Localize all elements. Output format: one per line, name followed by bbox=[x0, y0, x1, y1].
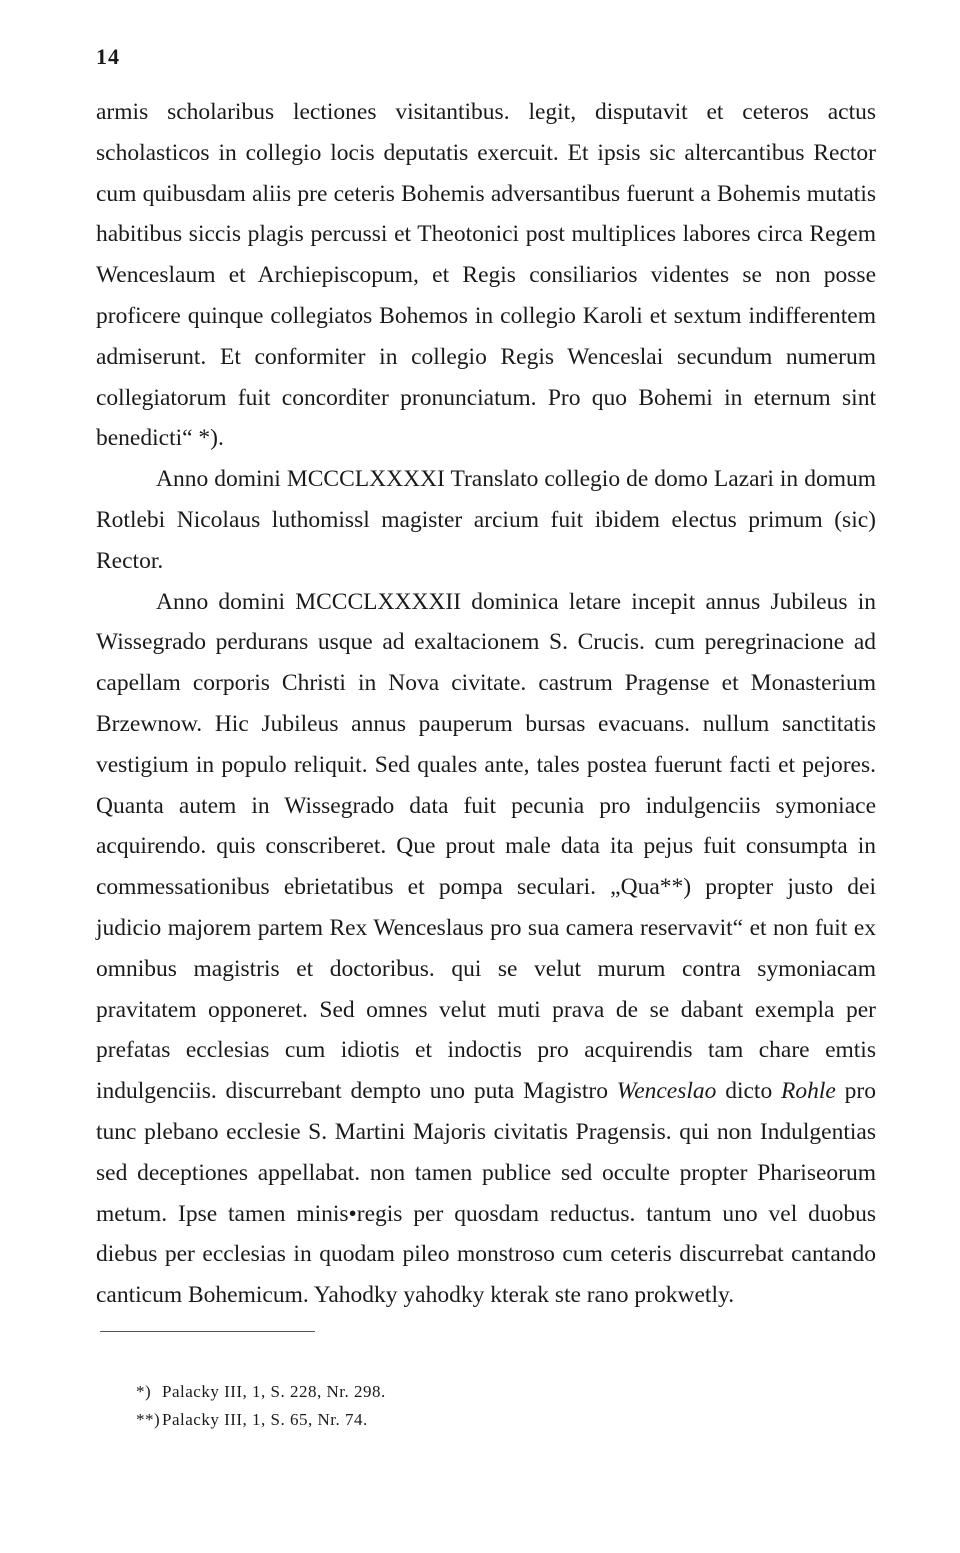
paragraph-3-text-after: pro tunc plebano ecclesie S. Martini Majoris civitatis Pragensis. qui non Indulgentias sed deceptiones appellabat. non tamen publice sed occulte propter Phariseorum metum. Ipse tamen minis•regis per quosdam reductus. tantum uno vel duobus diebus per ecclesias in quodam pileo monstroso cum ceteris discurrebat cantando canticum Bohemicum. Yahodky yahodky kterak ste rano prokwetly. bbox=[96, 1078, 876, 1309]
footnote-1-mark: *) bbox=[136, 1382, 152, 1401]
page-number: 14 bbox=[96, 44, 120, 69]
footnote-2-text: Palacky III, 1, S. 65, Nr. 74. bbox=[162, 1410, 368, 1429]
footnote-2 bbox=[136, 1406, 386, 1434]
footnote-2-mark: **) bbox=[136, 1410, 161, 1429]
paragraph-3 bbox=[96, 582, 876, 1316]
italic-name-wenceslao: Wenceslao bbox=[616, 1078, 717, 1105]
paragraph-2: Anno domini MCCCLXXXXI Translato collegio de domo Lazari in domum Rotlebi Nicolaus luthomissl magister arcium fuit ibidem electus primum (sic) Rector. bbox=[96, 466, 876, 574]
footnote-1-text: Palacky III, 1, S. 228, Nr. 298. bbox=[162, 1382, 386, 1401]
main-text bbox=[96, 92, 876, 1316]
paragraph-3-text-before: Anno domini MCCCLXXXXII dominica letare incepit annus Jubileus in Wissegrado perdurans usque ad exaltacionem S. Crucis. cum peregrinacione ad capellam corporis Christi in Nova civitate. castrum Pragense et Monasterium Brzewnow. Hic Jubileus annus pauperum bursas evacuans. nullum sanctitatis vestigium in populo reliquit. Sed quales ante, tales postea fuerunt facti et pejores. Quanta autem in Wissegrado data fuit pecunia pro indulgenciis symoniace acquirendo. quis conscriberet. Que prout male data ita pejus fuit consumpta in commessationibus ebrietatibus et pompa seculari. „Qua**) propter justo dei judicio majorem partem Rex Wenceslaus pro sua camera reservavit“ et non fuit ex omnibus magistris et doctoribus. qui se velut murum contra symoniacam pravitatem opponeret. Sed omnes velut muti prava de se dabant exempla per prefatas ecclesias cum idiotis et indoctis pro acquirendis tam chare emtis indulgenciis. discurrebant dempto uno puta Magistro bbox=[96, 588, 876, 1105]
footnotes bbox=[136, 1378, 386, 1434]
paragraph-1: armis scholaribus lectiones visitantibus. legit, disputavit et ceteros actus scholasticos in collegio locis deputatis exercuit. Et ipsis sic altercantibus Rector cum quibusdam aliis pre ceteris Bohemis adversantibus fuerunt a Bohemis mutatis habitibus siccis plagis percussi et Theotonici post multiplices labores circa Regem Wenceslaum et Archiepiscopum, et Regis consiliarios videntes se non posse proficere quinque collegiatos Bohemos in collegio Karoli et sextum indifferentem admiserunt. Et conformiter in collegio Regis Wenceslai secundum numerum collegiatorum fuit concorditer pronunciatum. Pro quo Bohemi in eternum sint benedicti“ *). bbox=[96, 99, 876, 452]
footnote-divider bbox=[100, 1331, 315, 1332]
footnote-1 bbox=[136, 1378, 386, 1406]
paragraph-3-text-middle: dicto bbox=[716, 1078, 782, 1105]
italic-name-rohle: Rohle bbox=[781, 1078, 836, 1105]
